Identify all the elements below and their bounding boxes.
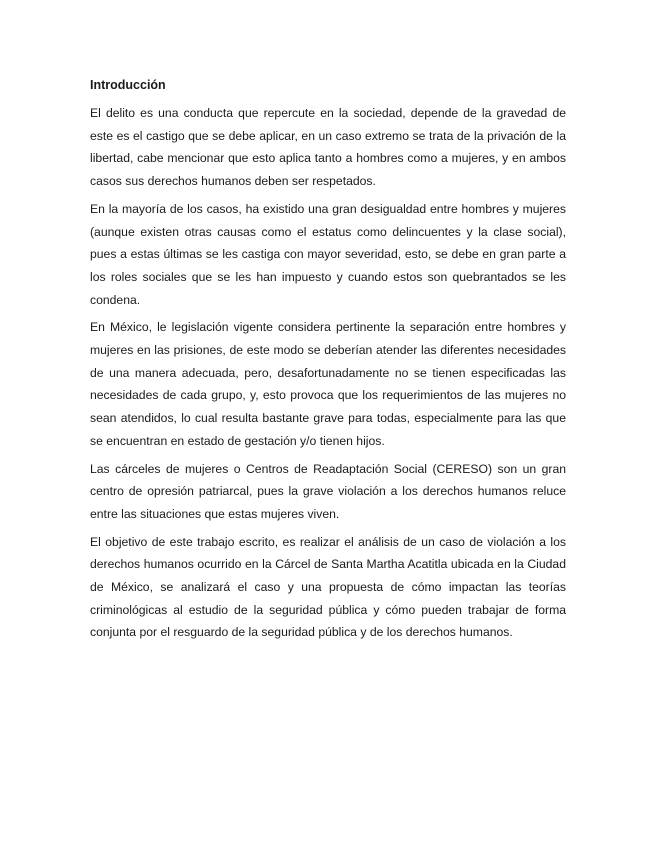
paragraph-5: El objetivo de este trabajo escrito, es realizar el análisis de un caso de violación a los derechos humanos ocurrido en la Cárcel de Santa Martha Acatitla ubicada en la Ciudad de México, se analizará el caso y una propuesta de cómo impactan las teorías criminológicas al estudio de la seguridad pública y cómo pueden trabajar de forma conjunta por el resguardo de la seguridad pública y de los derechos humanos. [90, 534, 566, 640]
paragraph-1: El delito es una conducta que repercute en la sociedad, depende de la gravedad de este es el castigo que se debe aplicar, en un caso extremo se trata de la privación de la libertad, cabe mencionar que esto aplica tanto a hombres como a mujeres, y en ambos casos sus derechos humanos deben ser respetados. [90, 106, 566, 189]
document-page [90, 77, 566, 649]
paragraph-2: En la mayoría de los casos, ha existido una gran desigualdad entre hombres y mujeres (aunque existen otras causas como el estatus como delincuentes y la clase social), pues a estas últimas se les castiga con mayor severidad, esto, se debe en gran parte a los roles sociales que se les han impuesto y cuando estos son quebrantados se les condena. [90, 201, 566, 307]
paragraph-3: En México, le legislación vigente considera pertinente la separación entre hombres y mujeres en las prisiones, de este modo se deberían atender las diferentes necesidades de una manera adecuada, pero, desafortunadamente no se tienen especificadas las necesidades de cada grupo, y, esto provoca que los requerimientos de las mujeres no sean atendidos, lo cual resulta bastante grave para todas, especialmente para las que se encuentran en estado de gestación y/o tienen hijos. [90, 320, 566, 448]
paragraph-4: Las cárceles de mujeres o Centros de Readaptación Social (CERESO) son un gran centro de opresión patriarcal, pues la grave violación a los derechos humanos reluce entre las situaciones que estas mujeres viven. [90, 461, 566, 521]
section-heading: Introducción [90, 78, 166, 92]
